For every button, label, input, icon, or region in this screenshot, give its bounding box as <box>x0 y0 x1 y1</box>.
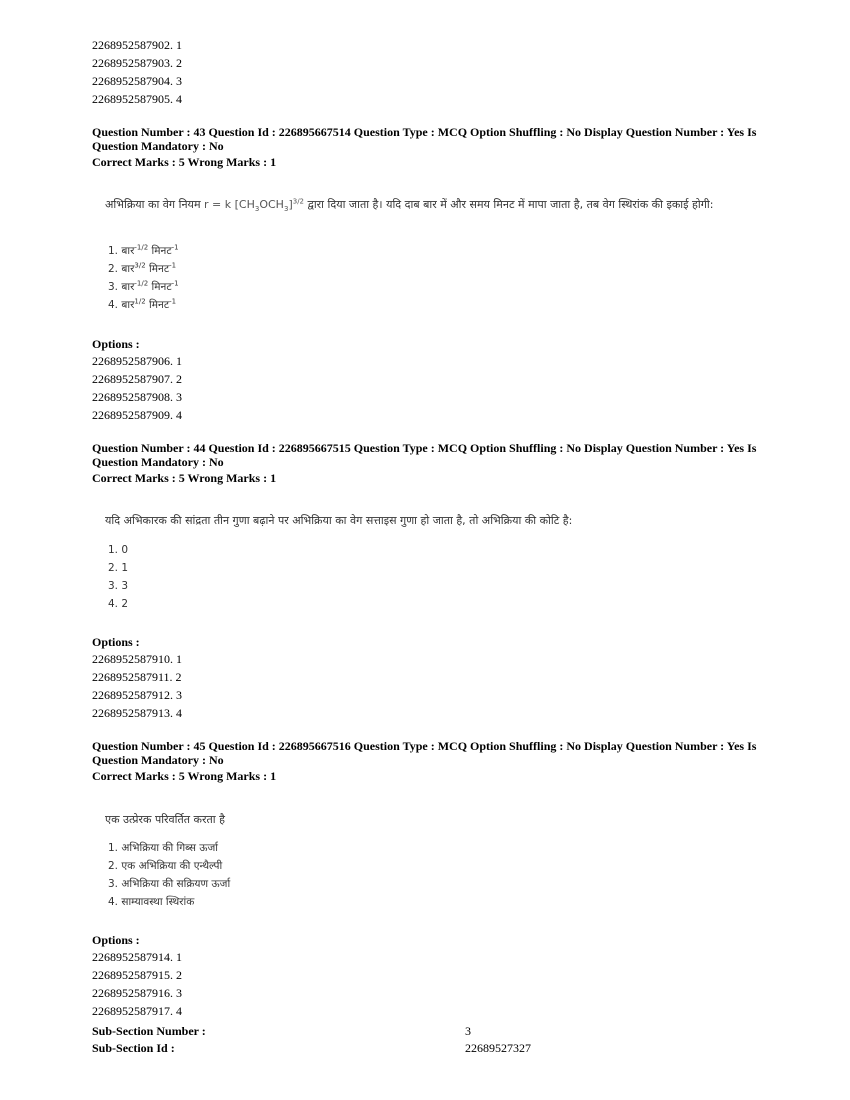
choice-item: 1. 0 <box>108 544 129 556</box>
rate-law-part: r = k [CH <box>204 198 255 211</box>
rate-law <box>204 197 304 214</box>
superscript: 3/2 <box>292 197 304 206</box>
option-line: 2268952587908. 3 <box>92 390 182 404</box>
subsection-id-label: Sub-Section Id : <box>92 1041 175 1055</box>
question-text: यदि अभिकारक की सांद्रता तीन गुणा बढ़ाने पर अभिक्रिया का वेग सत्ताइस गुणा हो जाता है, तो अभिक्रिया की कोटि है: <box>105 514 573 527</box>
question-text-part: द्वारा दिया जाता है। यदि दाब बार में और समय मिनट में मापा जाता है, तब वेग स्थिरांक की इकाई होगी: <box>304 198 714 211</box>
choice-unit: मिनट <box>151 281 172 293</box>
question-text: एक उत्प्रेरक परिवर्तित करता है <box>105 813 225 826</box>
choice-item <box>108 298 176 312</box>
superscript: -1 <box>169 261 177 270</box>
choice-unit: बार <box>121 245 135 257</box>
choice-item <box>108 280 179 294</box>
choice-number: 1. <box>108 245 119 257</box>
question-marks: Correct Marks : 5 Wrong Marks : 1 <box>92 769 277 783</box>
superscript: -1 <box>171 243 179 252</box>
options-label: Options : <box>92 933 140 947</box>
choice-item <box>108 262 176 276</box>
choice-item: 2. एक अभिक्रिया की एन्थैल्पी <box>108 860 223 872</box>
choice-item: 4. साम्यावस्था स्थिरांक <box>108 896 195 908</box>
option-line: 2268952587915. 2 <box>92 968 182 982</box>
question-text-part: अभिक्रिया का वेग नियम <box>105 198 205 211</box>
choice-number: 3. <box>108 281 119 293</box>
rate-law-part: ] <box>288 198 293 211</box>
option-line: 2268952587902. 1 <box>92 38 182 52</box>
subsection-number-value: 3 <box>465 1024 471 1038</box>
option-line: 2268952587905. 4 <box>92 92 182 106</box>
option-line: 2268952587907. 2 <box>92 372 182 386</box>
subsection-id-value: 22689527327 <box>465 1041 531 1055</box>
option-line: 2268952587917. 4 <box>92 1004 182 1018</box>
option-line: 2268952587904. 3 <box>92 74 182 88</box>
option-line: 2268952587903. 2 <box>92 56 182 70</box>
choice-unit: मिनट <box>151 245 172 257</box>
superscript: -1/2 <box>134 243 149 252</box>
question-meta: Question Number : 44 Question Id : 226895667515 Question Type : MCQ Option Shuffling : No Display Question Number : Yes Is Question Mandatory : No <box>92 441 757 469</box>
choice-item: 3. अभिक्रिया की सक्रियण ऊर्जा <box>108 878 231 890</box>
option-line: 2268952587910. 1 <box>92 652 182 666</box>
option-line: 2268952587914. 1 <box>92 950 182 964</box>
rate-law-part: OCH <box>259 198 284 211</box>
option-line: 2268952587912. 3 <box>92 688 182 702</box>
choice-unit: बार <box>121 263 135 275</box>
superscript: -1 <box>169 297 177 306</box>
choice-item: 2. 1 <box>108 562 129 574</box>
choice-unit: मिनट <box>149 299 170 311</box>
subsection-number-label: Sub-Section Number : <box>92 1024 206 1038</box>
choice-item: 4. 2 <box>108 598 129 610</box>
question-meta: Question Number : 43 Question Id : 226895667514 Question Type : MCQ Option Shuffling : No Display Question Number : Yes Is Question Mandatory : No <box>92 125 757 153</box>
choice-unit: बार <box>121 281 135 293</box>
superscript: 3/2 <box>134 261 146 270</box>
subscript: 3 <box>254 205 260 214</box>
option-line: 2268952587906. 1 <box>92 354 182 368</box>
option-line: 2268952587909. 4 <box>92 408 182 422</box>
choice-unit: मिनट <box>149 263 170 275</box>
question-marks: Correct Marks : 5 Wrong Marks : 1 <box>92 155 277 169</box>
option-line: 2268952587911. 2 <box>92 670 182 684</box>
question-meta: Question Number : 45 Question Id : 226895667516 Question Type : MCQ Option Shuffling : No Display Question Number : Yes Is Question Mandatory : No <box>92 739 757 767</box>
superscript: -1 <box>171 279 179 288</box>
choice-item: 3. 3 <box>108 580 129 592</box>
subscript: 3 <box>283 205 289 214</box>
options-label: Options : <box>92 337 140 351</box>
option-line: 2268952587913. 4 <box>92 706 182 720</box>
choice-item <box>108 244 179 258</box>
options-label: Options : <box>92 635 140 649</box>
option-line: 2268952587916. 3 <box>92 986 182 1000</box>
choice-number: 4. <box>108 299 119 311</box>
superscript: 1/2 <box>134 297 146 306</box>
choice-item: 1. अभिक्रिया की गिब्स ऊर्जा <box>108 842 219 854</box>
superscript: -1/2 <box>134 279 149 288</box>
question-marks: Correct Marks : 5 Wrong Marks : 1 <box>92 471 277 485</box>
question-text <box>105 196 745 213</box>
choice-unit: बार <box>121 299 135 311</box>
choice-number: 2. <box>108 263 119 275</box>
